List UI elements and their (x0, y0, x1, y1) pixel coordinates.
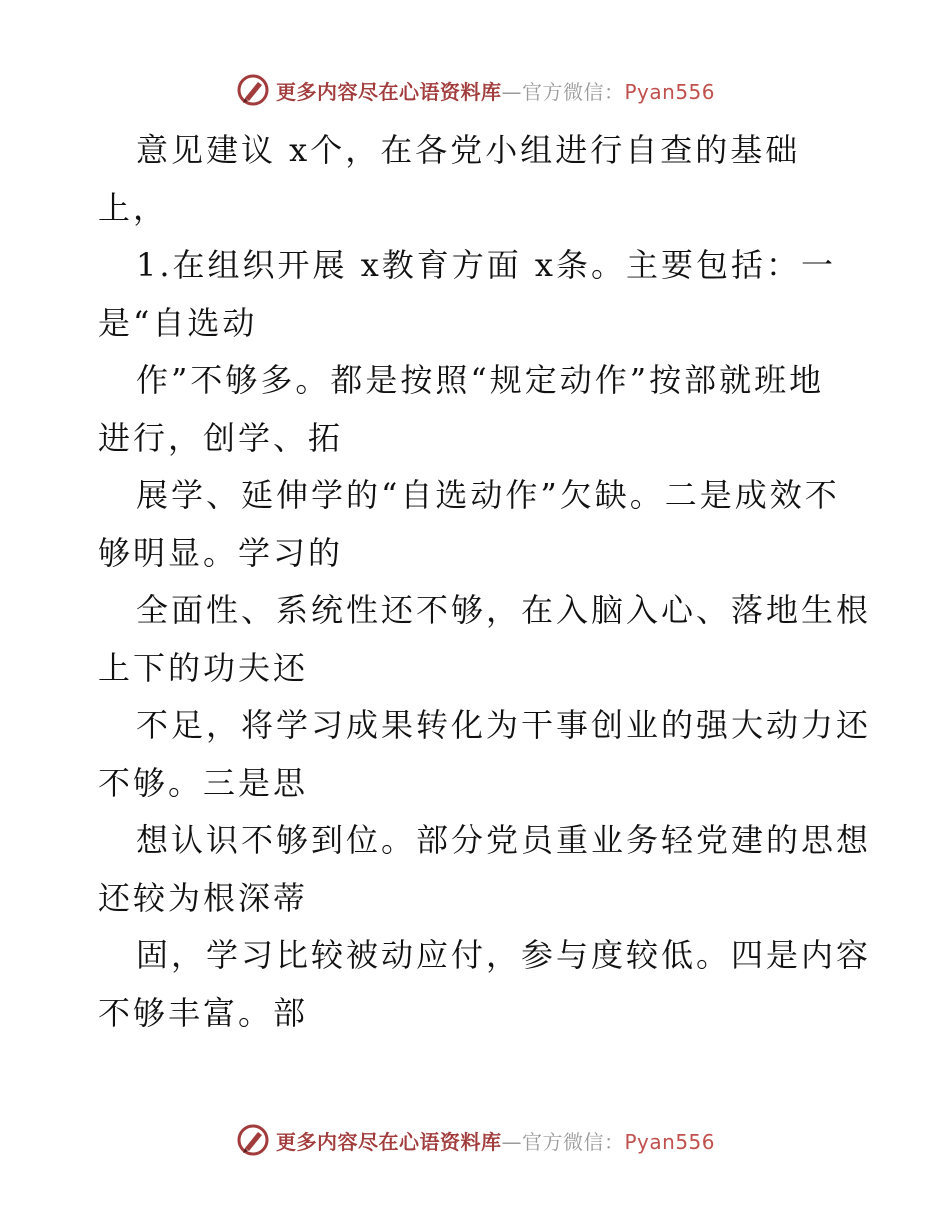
body-line: 展学、延伸学的“自选动作”欠缺。二是成效不 (136, 476, 840, 514)
header-banner-dash: — (501, 79, 522, 104)
body-line: 意见建议 x个，在各党小组进行自查的基础 (136, 131, 801, 169)
header-banner-main: 更多内容尽在心语资料库 (276, 79, 502, 104)
body-line: 进行，创学、拓 (98, 418, 344, 457)
footer-banner-sub: 官方微信： (522, 1129, 625, 1154)
body-line: 还较为根深蒂 (98, 878, 309, 917)
body-line: 想认识不够到位。部分党员重业务轻党建的思想 (136, 821, 872, 859)
header-banner-wechat: Pyan556 (624, 79, 716, 104)
body-line: 是“自选动 (98, 303, 258, 342)
body-line: 1.在组织开展 x教育方面 x条。主要包括：一 (136, 246, 836, 284)
pen-in-circle-logo-icon (236, 1123, 270, 1157)
document-body (98, 122, 872, 1042)
body-line: 够明显。学习的 (98, 533, 344, 572)
pen-in-circle-logo-icon (236, 73, 270, 107)
footer-banner-text (276, 1126, 715, 1155)
body-line: 不够丰富。部 (98, 993, 309, 1032)
body-line: 上下的功夫还 (98, 648, 309, 687)
body-line: 不够。三是思 (98, 763, 309, 802)
header-banner-sub: 官方微信： (522, 79, 625, 104)
body-line: 不足，将学习成果转化为干事创业的强大动力还 (136, 706, 872, 744)
footer-banner-dash: — (501, 1129, 522, 1154)
footer-banner-wechat: Pyan556 (624, 1129, 716, 1154)
footer-banner-main: 更多内容尽在心语资料库 (276, 1129, 502, 1154)
header-banner-text (276, 76, 715, 105)
body-line: 全面性、系统性还不够，在入脑入心、落地生根 (136, 591, 872, 629)
body-line: 上， (98, 188, 169, 227)
body-line: 固，学习比较被动应付，参与度较低。四是内容 (136, 936, 872, 974)
body-line: 作”不够多。都是按照“规定动作”按部就班地 (136, 361, 825, 399)
header-banner (236, 72, 756, 108)
footer-banner (236, 1122, 756, 1158)
